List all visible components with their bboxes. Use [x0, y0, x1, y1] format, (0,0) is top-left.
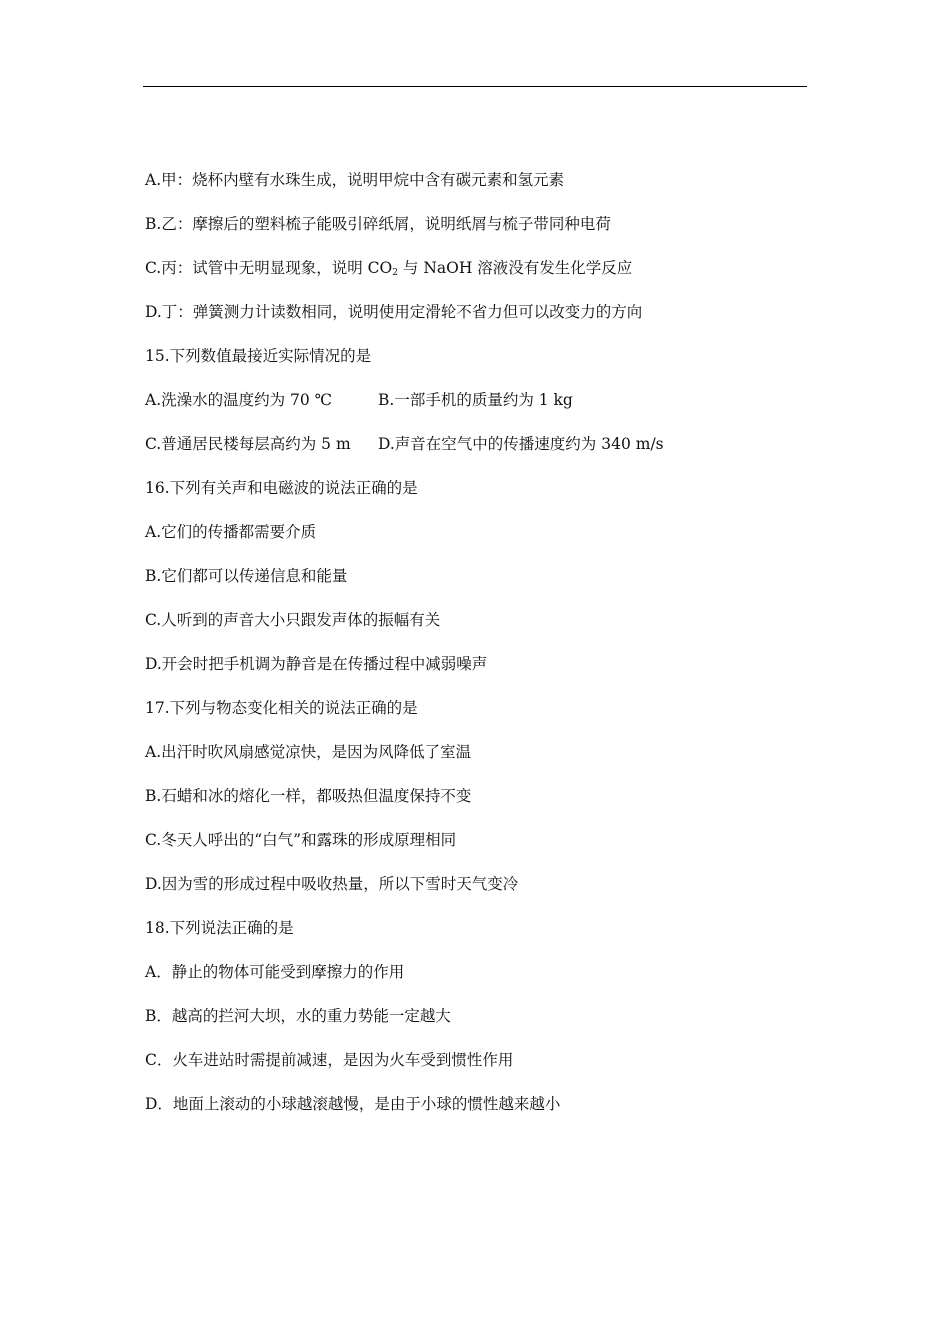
q17-option-a: A.出汗时吹风扇感觉凉快，是因为风降低了室温: [145, 743, 472, 761]
q18-option-a: A．静止的物体可能受到摩擦力的作用: [145, 963, 405, 981]
q18-option-d: D．地面上滚动的小球越滚越慢，是由于小球的惯性越来越小: [145, 1095, 561, 1113]
q18-option-b: B．越高的拦河大坝，水的重力势能一定越大: [145, 1007, 451, 1025]
q16-option-a: A.它们的传播都需要介质: [145, 523, 317, 541]
q17-stem: 17.下列与物态变化相关的说法正确的是: [145, 699, 418, 717]
question-content: [145, 166, 805, 1134]
header-rule: [143, 86, 807, 87]
q16-option-c: C.人听到的声音大小只跟发声体的振幅有关: [145, 611, 441, 629]
q14-option-d: D.丁：弹簧测力计读数相同，说明使用定滑轮不省力但可以改变力的方向: [145, 303, 643, 321]
q17-option-b: B.石蜡和冰的熔化一样，都吸热但温度保持不变: [145, 787, 472, 805]
q15-stem: 15.下列数值最接近实际情况的是: [145, 347, 372, 365]
q14-option-c-subscript: 2: [392, 268, 398, 278]
q15-option-a: A.洗澡水的温度约为 70 ℃: [145, 391, 333, 409]
q18-stem: 18.下列说法正确的是: [145, 919, 294, 937]
q17-option-d: D.因为雪的形成过程中吸收热量，所以下雪时天气变冷: [145, 875, 519, 893]
q15-options-row-1: [145, 386, 805, 430]
q14-option-c: [145, 254, 805, 298]
q18-option-c: C．火车进站时需提前减速，是因为火车受到惯性作用: [145, 1051, 514, 1069]
q15-option-c: C.普通居民楼每层高约为 5 m: [145, 435, 351, 453]
q14-option-c-text: C.丙：试管中无明显现象，说明 CO: [145, 259, 393, 277]
q14-option-a: A.甲：烧杯内壁有水珠生成，说明甲烷中含有碳元素和氢元素: [145, 171, 565, 189]
q16-option-b: B.它们都可以传递信息和能量: [145, 567, 348, 585]
q15-options-row-2: [145, 430, 805, 474]
q15-option-b: B.一部手机的质量约为 1 kg: [378, 391, 573, 409]
q16-option-d: D.开会时把手机调为静音是在传播过程中减弱噪声: [145, 655, 488, 673]
q15-option-d: D.声音在空气中的传播速度约为 340 m/s: [378, 435, 664, 453]
q17-option-c: C.冬天人呼出的“白气”和露珠的形成原理相同: [145, 831, 457, 849]
q14-option-c-text-rest: 与 NaOH 溶液没有发生化学反应: [397, 259, 633, 277]
q16-stem: 16.下列有关声和电磁波的说法正确的是: [145, 479, 418, 497]
q14-option-b: B.乙：摩擦后的塑料梳子能吸引碎纸屑，说明纸屑与梳子带同种电荷: [145, 215, 611, 233]
